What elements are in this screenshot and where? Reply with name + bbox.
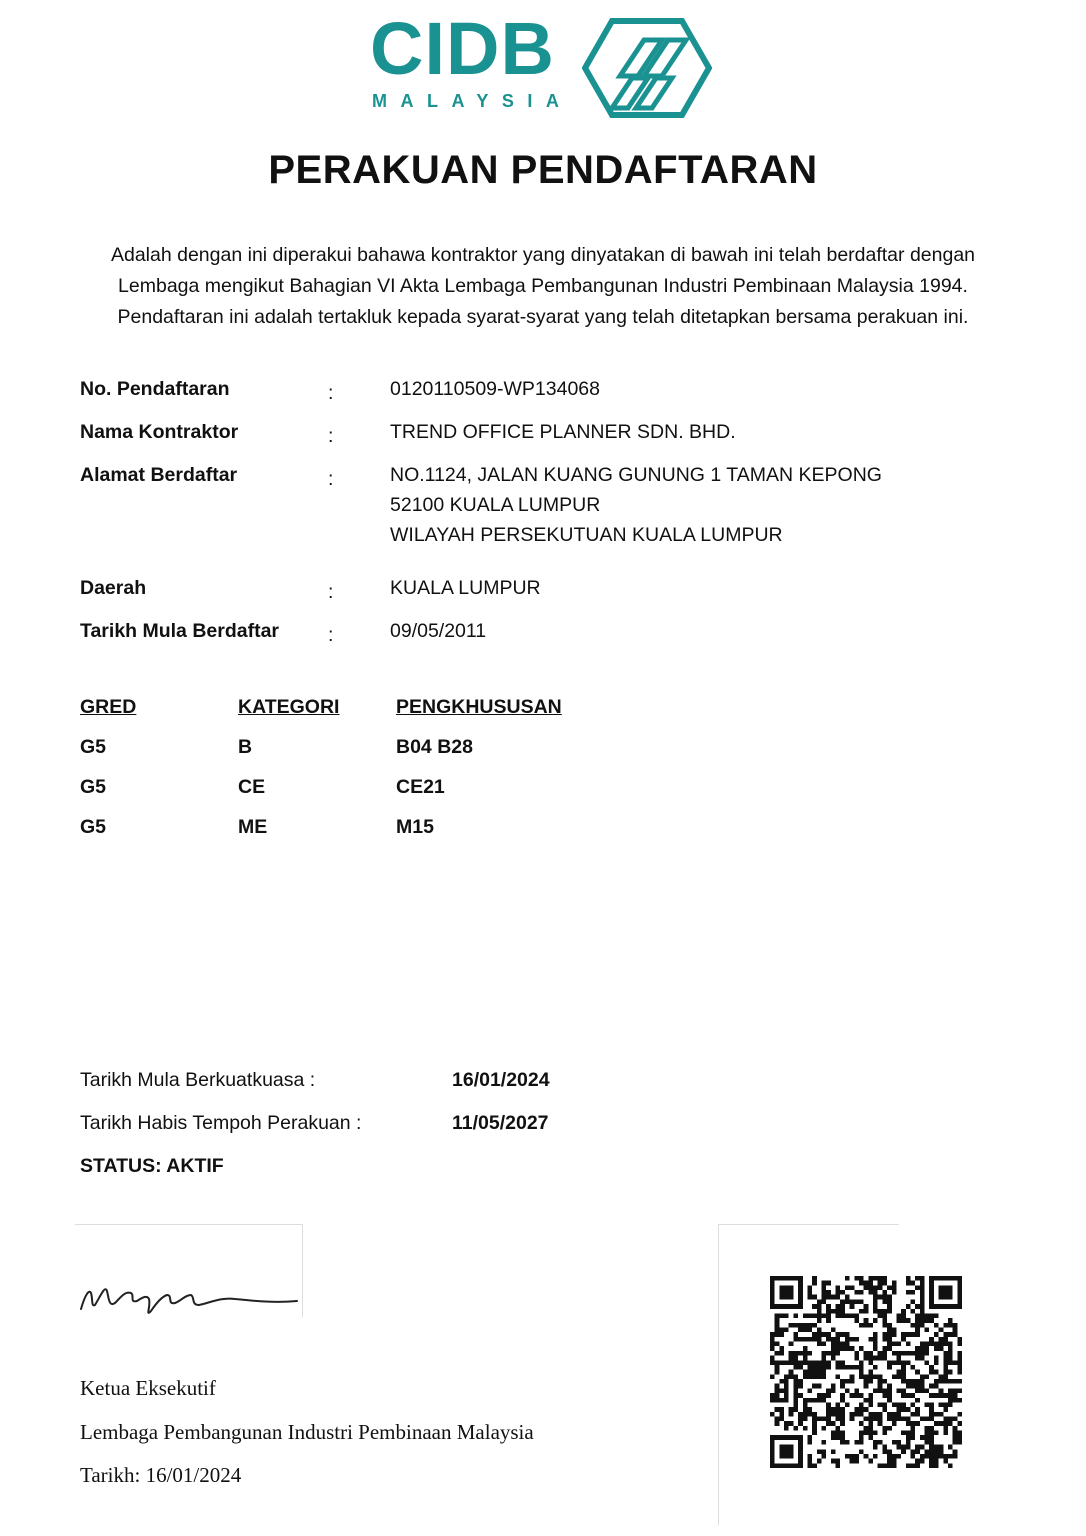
value-alamat: [390, 460, 882, 550]
signature-date: Tarikh: 16/01/2024: [80, 1463, 242, 1487]
label-tarikh-mula-berdaftar: Tarikh Mula Berdaftar: [80, 620, 280, 642]
header-pengkhususan: PENGKHUSUSAN: [396, 696, 562, 718]
colon: :: [328, 581, 334, 603]
value-nama-kontraktor: TREND OFFICE PLANNER SDN. BHD.: [390, 421, 736, 443]
intro-paragraph: [60, 240, 1026, 333]
address-line: WILAYAH PERSEKUTUAN KUALA LUMPUR: [390, 524, 783, 546]
logo-sub: MALAYSIA: [372, 91, 573, 111]
signature-icon: [75, 1225, 302, 1317]
header-gred: GRED: [80, 696, 137, 718]
cell-kategori: ME: [238, 816, 268, 838]
intro-line: Adalah dengan ini diperakui bahawa kontraktor yang dinyatakan di bawah ini telah berdaftar dengan: [110, 244, 976, 266]
label-daerah: Daerah: [80, 577, 147, 599]
status-badge: STATUS: AKTIF: [80, 1155, 224, 1177]
cell-pengkhususan: CE21: [396, 776, 445, 798]
colon: :: [328, 624, 334, 646]
intro-line: Lembaga mengikut Bahagian VI Akta Lembaga Pembangunan Industri Pembinaan Malaysia 1994.: [118, 275, 968, 297]
address-line: NO.1124, JALAN KUANG GUNUNG 1 TAMAN KEPONG: [390, 464, 882, 486]
value-tarikh-habis: 11/05/2027: [452, 1112, 549, 1134]
page-title: PERAKUAN PENDAFTARAN: [268, 148, 818, 192]
cidb-logo: [370, 7, 715, 118]
colon: :: [328, 382, 334, 404]
colon: :: [328, 468, 334, 490]
label-tarikh-berkuatkuasa: Tarikh Mula Berkuatkuasa :: [80, 1069, 316, 1091]
logo-name: CIDB: [370, 7, 555, 90]
label-no-pendaftaran: No. Pendaftaran: [80, 378, 230, 400]
cell-pengkhususan: M15: [396, 816, 434, 838]
cell-gred: G5: [80, 776, 107, 798]
cell-gred: G5: [80, 736, 107, 758]
value-tarikh-mula-berdaftar: 09/05/2011: [390, 620, 487, 642]
address-line: 52100 KUALA LUMPUR: [390, 494, 601, 516]
qr-code-icon: [770, 1276, 962, 1468]
header-kategori: KATEGORI: [238, 696, 340, 718]
cidb-emblem-icon: [582, 18, 712, 118]
value-tarikh-berkuatkuasa: 16/01/2024: [452, 1069, 550, 1091]
label-alamat: Alamat Berdaftar: [80, 464, 238, 486]
colon: :: [328, 425, 334, 447]
intro-line: Pendaftaran ini adalah tertakluk kepada syarat-syarat yang telah ditetapkan bersama perakuan ini.: [117, 306, 969, 328]
label-tarikh-habis: Tarikh Habis Tempoh Perakuan :: [80, 1112, 362, 1134]
cell-pengkhususan: B04 B28: [396, 736, 473, 758]
cell-gred: G5: [80, 816, 107, 838]
value-daerah: KUALA LUMPUR: [390, 577, 541, 599]
signer-title: Ketua Eksekutif: [80, 1376, 216, 1400]
cell-kategori: B: [238, 736, 253, 758]
cell-kategori: CE: [238, 776, 266, 798]
value-no-pendaftaran: 0120110509-WP134068: [390, 378, 600, 400]
label-nama-kontraktor: Nama Kontraktor: [80, 421, 239, 443]
signature-box: [75, 1224, 303, 1317]
signer-organization: Lembaga Pembangunan Industri Pembinaan Malaysia: [80, 1420, 534, 1444]
